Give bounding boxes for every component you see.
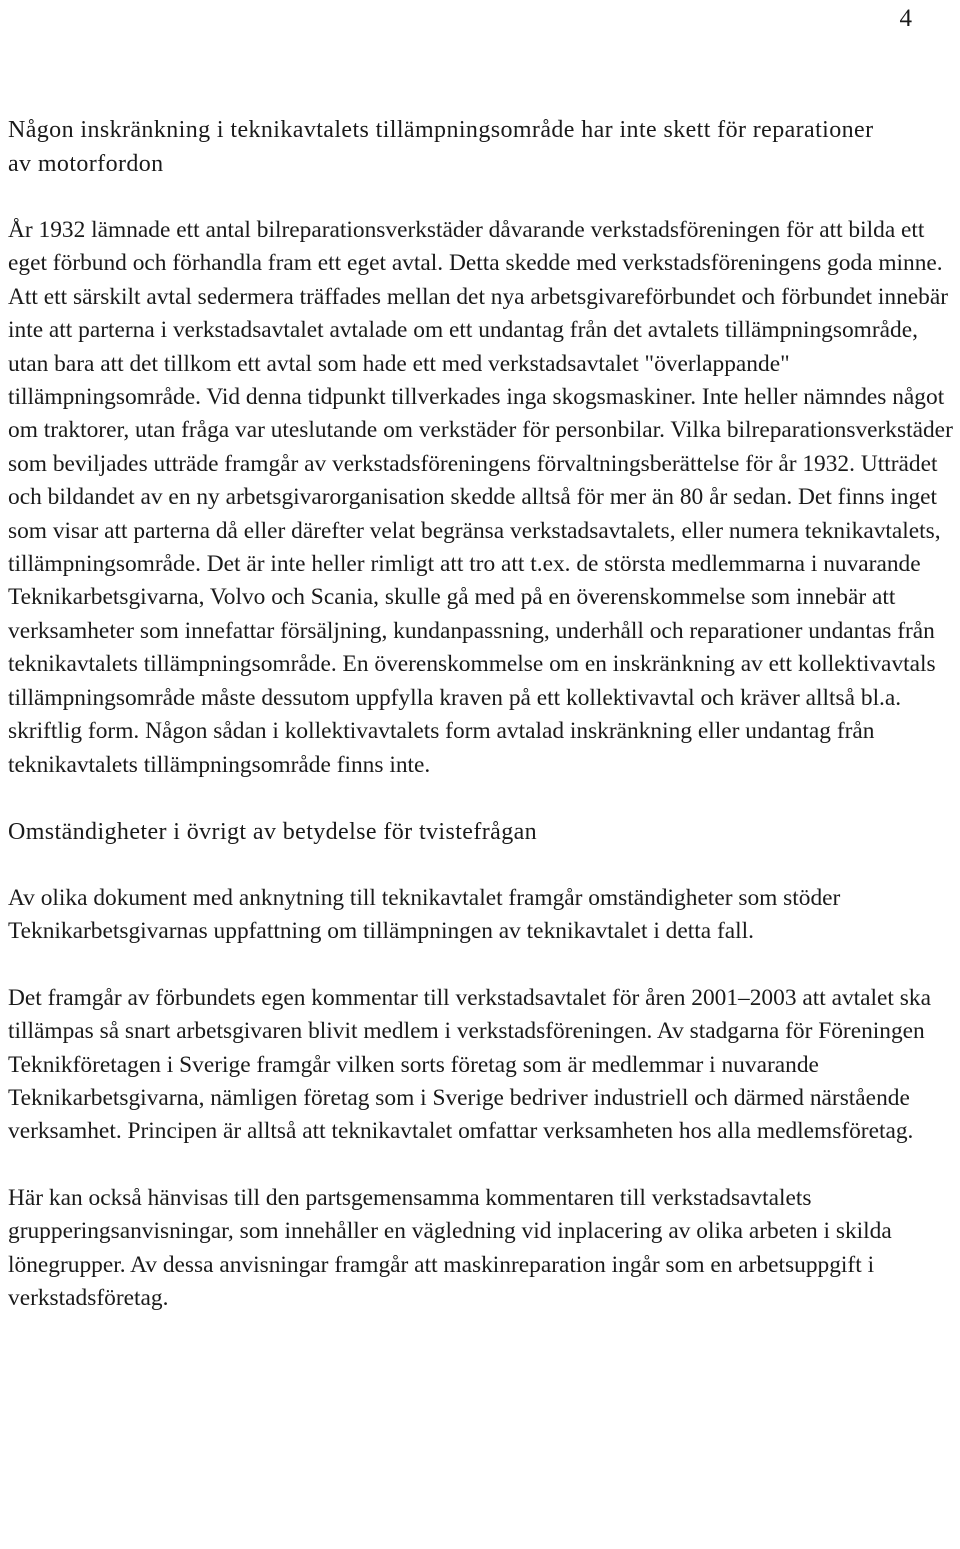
paragraph-grouping-guidelines: Här kan också hänvisas till den partsgemensamma kommentaren till verkstadsavtalets grupperingsanvisningar, som innehåller en vägledning vid inplacering av olika arbeten i skilda lönegrupper. Av dessa anvisningar framgår att maskinreparation ingår som en arbetsuppgift i verkstadsföretag. bbox=[8, 1184, 892, 1311]
paragraph-commentary: Det framgår av förbundets egen kommentar till verkstadsavtalet för åren 2001–2003 att avtalet ska tillämpas så snart arbetsgivaren blivit medlem i verkstadsföreningen. Av stadgarna för Föreningen Teknikföretagen i Sverige framgår vilken sorts företag som är medlemmar i nuvarande Teknikarbetsgivarna, nämligen företag som i Sverige bedriver industriell och därmed närstående verksamhet. Principen är alltså att teknikavtalet omfattar verksamheten hos alla medlemsföretag. bbox=[8, 984, 931, 1145]
paragraph-documents: Av olika dokument med anknytning till teknikavtalet framgår omständigheter som stöder Teknikarbetsgivarnas uppfattning om tillämpningen av teknikavtalet i detta fall. bbox=[8, 884, 841, 945]
section-heading-repairs: Någon inskränkning i teknikavtalets tillämpningsområde har inte skett för reparationer av motorfordon bbox=[8, 117, 874, 177]
spacer bbox=[8, 1149, 956, 1182]
spacer bbox=[8, 782, 956, 815]
spacer bbox=[8, 181, 956, 214]
paragraph-history: År 1932 lämnade ett antal bilreparationsverkstäder dåvarande verkstadsföreningen för att bilda ett eget förbund och förhandla fram ett eget avtal. Detta skedde med verkstadsföreningens goda minne. Att ett särskilt avtal sedermera träffades mellan det nya arbetsgivareförbundet och förbundet innebär inte att parterna i verkstadsavtalet avtalade om ett undantag från det avtalets tillämpningsområde, utan bara att det tillkom ett avtal som hade ett med verkstadsavtalet "överlappande" tillämpningsområde. Vid denna tidpunkt tillverkades inga skogsmaskiner. Inte heller nämndes något om traktorer, utan fråga var uteslutande om verkstäder för personbilar. Vilka bilreparationsverkstäder som beviljades utträde framgår av verkstadsföreningens förvaltningsberättelse för år 1932. Utträdet och bildandet av en ny arbetsgivarorganisation skedde alltså för mer än 80 år sedan. Det finns inget som visar att parterna då eller därefter velat begränsa verkstadsavtalets, eller numera teknikavtalets, tillämpningsområde. Det är inte heller rimligt att tro att t.ex. de största medlemmarna i nuvarande Teknikarbetsgivarna, Volvo och Scania, skulle gå med på en överenskommelse som innebär att verksamheter som innefattar försäljning, kundanpassning, underhåll och reparationer undantas från teknikavtalets tillämpningsområde. En överenskommelse om en inskränkning av ett kollektivavtals tillämpningsområde måste dessutom uppfylla kraven på ett kollektivavtal och kräver alltså bl.a. skriftlig form. Någon sådan i kollektivavtalets form avtalad inskränkning eller undantag från teknikavtalets tillämpningsområde finns inte. bbox=[8, 217, 953, 778]
spacer bbox=[8, 949, 956, 982]
section-heading-circumstances: Omständigheter i övrigt av betydelse för tvistefrågan bbox=[8, 818, 538, 845]
page-number: 4 bbox=[899, 5, 912, 32]
spacer bbox=[8, 849, 956, 882]
document-body bbox=[8, 113, 956, 1315]
